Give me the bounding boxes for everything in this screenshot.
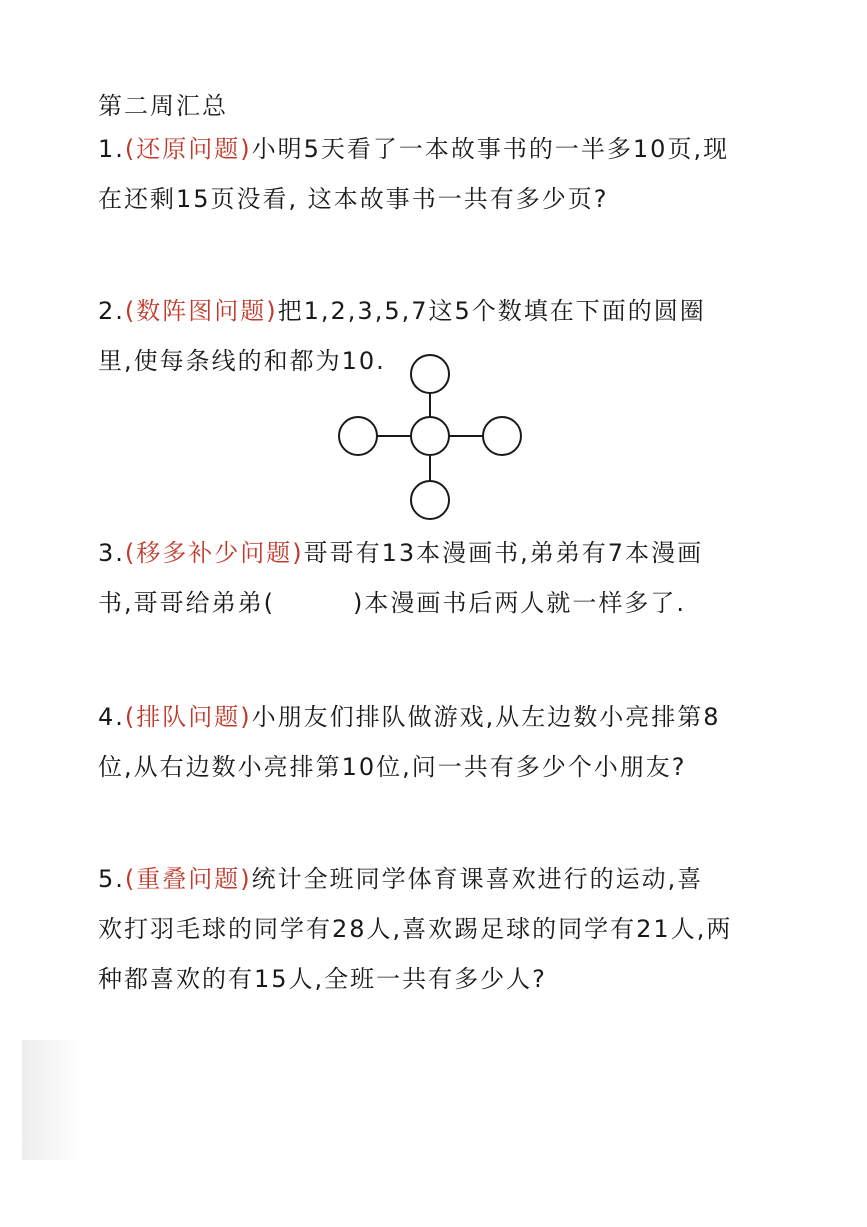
problem-5-tag: (重叠问题) <box>124 865 252 893</box>
problem-1-tag: (还原问题) <box>124 135 252 163</box>
problem-3-line-2 <box>98 578 770 628</box>
problem-2-number: 2. <box>98 297 125 325</box>
problem-5-number: 5. <box>98 865 125 893</box>
problem-5 <box>98 854 770 1004</box>
problem-2-line-2: 里,使每条线的和都为10. <box>98 347 386 375</box>
problem-5-line-1 <box>98 854 770 904</box>
problem-4-line-1 <box>98 692 770 742</box>
problem-1-line-2: 在还剩15页没看, 这本故事书一共有多少页? <box>98 185 609 213</box>
problem-1-text: 小明5天看了一本故事书的一半多10页,现 <box>251 135 730 163</box>
scan-shadow <box>22 1040 82 1160</box>
problem-4-number: 4. <box>98 703 125 731</box>
problem-3-number: 3. <box>98 539 125 567</box>
problem-5-line-2: 欢打羽毛球的同学有28人,喜欢踢足球的同学有21人,两 <box>98 915 733 943</box>
problem-4-tag: (排队问题) <box>124 703 252 731</box>
problem-2-text: 把1,2,3,5,7这5个数填在下面的圆圈 <box>277 297 706 325</box>
problem-3-text-before-blank: 书,哥哥给弟弟( <box>98 589 275 617</box>
problem-3-text-after-blank: )本漫画书后两人就一样多了. <box>353 589 686 617</box>
page-title: 第二周汇总 <box>98 92 228 120</box>
problem-3-line-1 <box>98 528 770 578</box>
problem-1-line-1 <box>98 124 770 174</box>
problem-3-text: 哥哥有13本漫画书,弟弟有7本漫画 <box>303 539 704 567</box>
circle-right <box>483 417 521 455</box>
problem-1 <box>98 124 770 224</box>
circle-left <box>339 417 377 455</box>
problem-4 <box>98 692 770 792</box>
problem-1-number: 1. <box>98 135 125 163</box>
problem-2-line-1 <box>98 286 770 336</box>
problem-2-tag: (数阵图问题) <box>124 297 278 325</box>
circle-bottom <box>411 481 449 519</box>
problem-4-text: 小朋友们排队做游戏,从左边数小亮排第8 <box>251 703 721 731</box>
problem-5-line-3: 种都喜欢的有15人,全班一共有多少人? <box>98 965 547 993</box>
circle-top <box>411 355 449 393</box>
problem-4-line-2: 位,从右边数小亮排第10位,问一共有多少个小朋友? <box>98 753 687 781</box>
problem-3 <box>98 528 770 628</box>
problem-3-tag: (移多补少问题) <box>124 539 304 567</box>
circle-center <box>411 417 449 455</box>
problem-5-text: 统计全班同学体育课喜欢进行的运动,喜 <box>251 865 704 893</box>
number-array-diagram <box>330 350 530 525</box>
